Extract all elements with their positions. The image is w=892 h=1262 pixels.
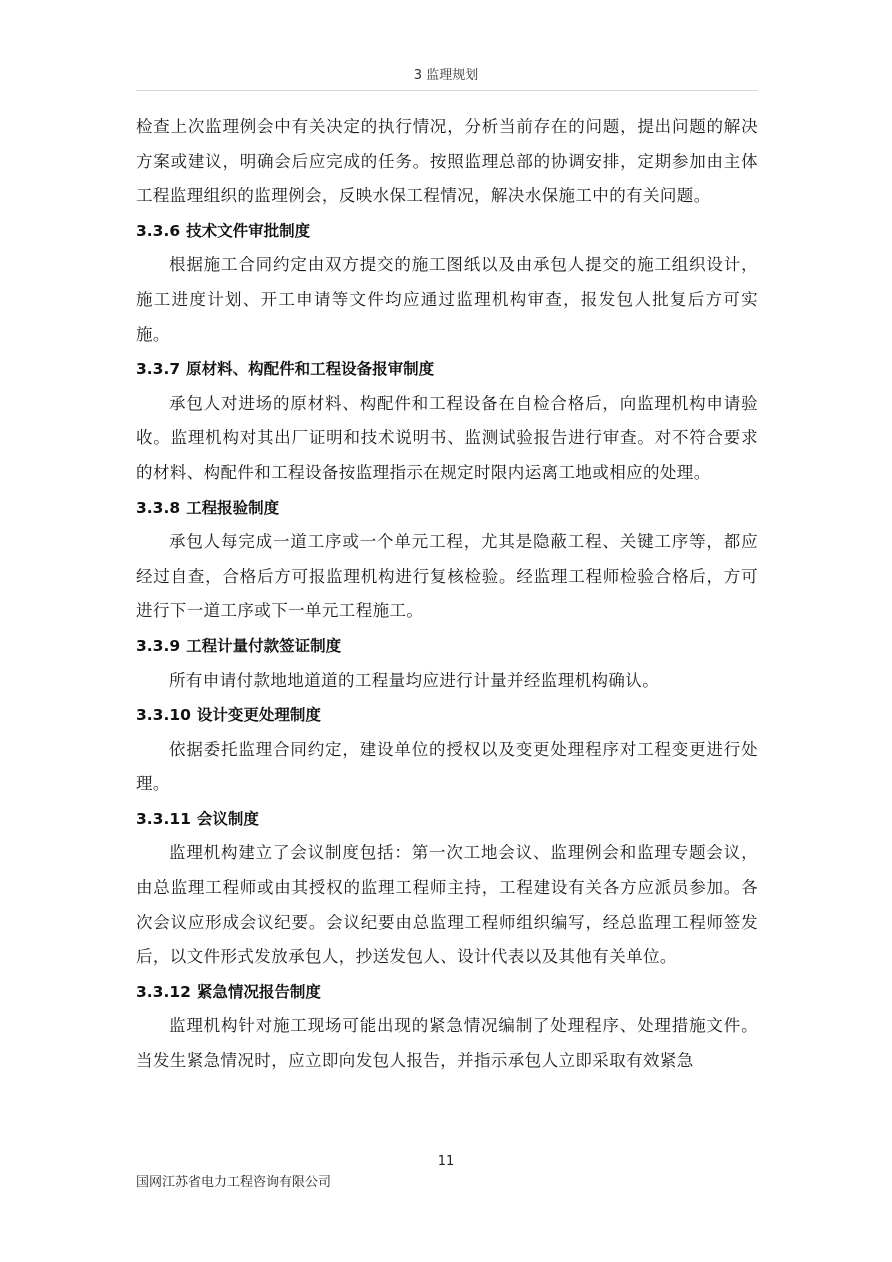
section-number: 3.3.7 [136, 360, 181, 379]
section-number: 3.3.9 [136, 636, 181, 655]
section-title: 设计变更处理制度 [196, 706, 321, 725]
section-number: 3.3.11 [136, 809, 191, 828]
page-number: 11 [437, 1154, 455, 1169]
paragraph: 依据委托监理合同约定，建设单位的授权以及变更处理程序对工程变更进行处理。 [136, 739, 758, 794]
section-heading-3-3-7 [136, 352, 758, 387]
section-title: 技术文件审批制度 [186, 221, 311, 240]
paragraph: 承包人每完成一道工序或一个单元工程，尤其是隐蔽工程、关键工序等，都应经过自查，合格后方可报监理机构进行复核检验。经监理工程师检验合格后，方可进行下一道工序或下一单元工程施工。 [136, 532, 758, 621]
section-title: 工程计量付款签证制度 [186, 636, 342, 655]
section-number: 3.3.12 [136, 982, 191, 1001]
section-title: 原材料、构配件和工程设备报审制度 [186, 360, 435, 379]
section-number: 3.3.8 [136, 498, 181, 517]
section-title: 工程报验制度 [186, 498, 280, 517]
section-heading-3-3-12 [136, 975, 758, 1010]
paragraph: 检查上次监理例会中有关决定的执行情况，分析当前存在的问题，提出问题的解决方案或建议，明确会后应完成的任务。按照监理总部的协调安排，定期参加由主体工程监理组织的监理例会，反映水保工程情况，解决水保施工中的有关问题。 [136, 117, 758, 206]
section-heading-3-3-10 [136, 698, 758, 733]
paragraph: 所有申请付款地地道道的工程量均应进行计量并经监理机构确认。 [169, 670, 660, 690]
section-title: 会议制度 [196, 809, 259, 828]
header-divider [136, 90, 758, 91]
section-number: 3.3.6 [136, 221, 181, 240]
section-heading-3-3-8 [136, 491, 758, 526]
section-heading-3-3-9 [136, 629, 758, 664]
paragraph: 根据施工合同约定由双方提交的施工图纸以及由承包人提交的施工组织设计，施工进度计划、开工申请等文件均应通过监理机构审查，报发包人批复后方可实施。 [136, 255, 758, 344]
page-header: 3 监理规划 [413, 68, 479, 83]
document-body [136, 110, 758, 1079]
paragraph: 承包人对进场的原材料、构配件和工程设备在自检合格后，向监理机构申请验收。监理机构对其出厂证明和技术说明书、监测试验报告进行审查。对不符合要求的材料、构配件和工程设备按监理指示在规定时限内运离工地或相应的处理。 [136, 393, 758, 482]
section-heading-3-3-11 [136, 802, 758, 837]
paragraph: 监理机构针对施工现场可能出现的紧急情况编制了处理程序、处理措施文件。当发生紧急情况时，应立即向发包人报告，并指示承包人立即采取有效紧急 [136, 1016, 758, 1071]
section-title: 紧急情况报告制度 [196, 982, 321, 1001]
section-heading-3-3-6 [136, 214, 758, 249]
section-number: 3.3.10 [136, 706, 191, 725]
footer-organization: 国网江苏省电力工程咨询有限公司 [136, 1175, 332, 1190]
paragraph: 监理机构建立了会议制度包括：第一次工地会议、监理例会和监理专题会议，由总监理工程师或由其授权的监理工程师主持，工程建设有关各方应派员参加。各次会议应形成会议纪要。会议纪要由总监理工程师组织编写，经总监理工程师签发后，以文件形式发放承包人，抄送发包人、设计代表以及其他有关单位。 [136, 843, 758, 967]
